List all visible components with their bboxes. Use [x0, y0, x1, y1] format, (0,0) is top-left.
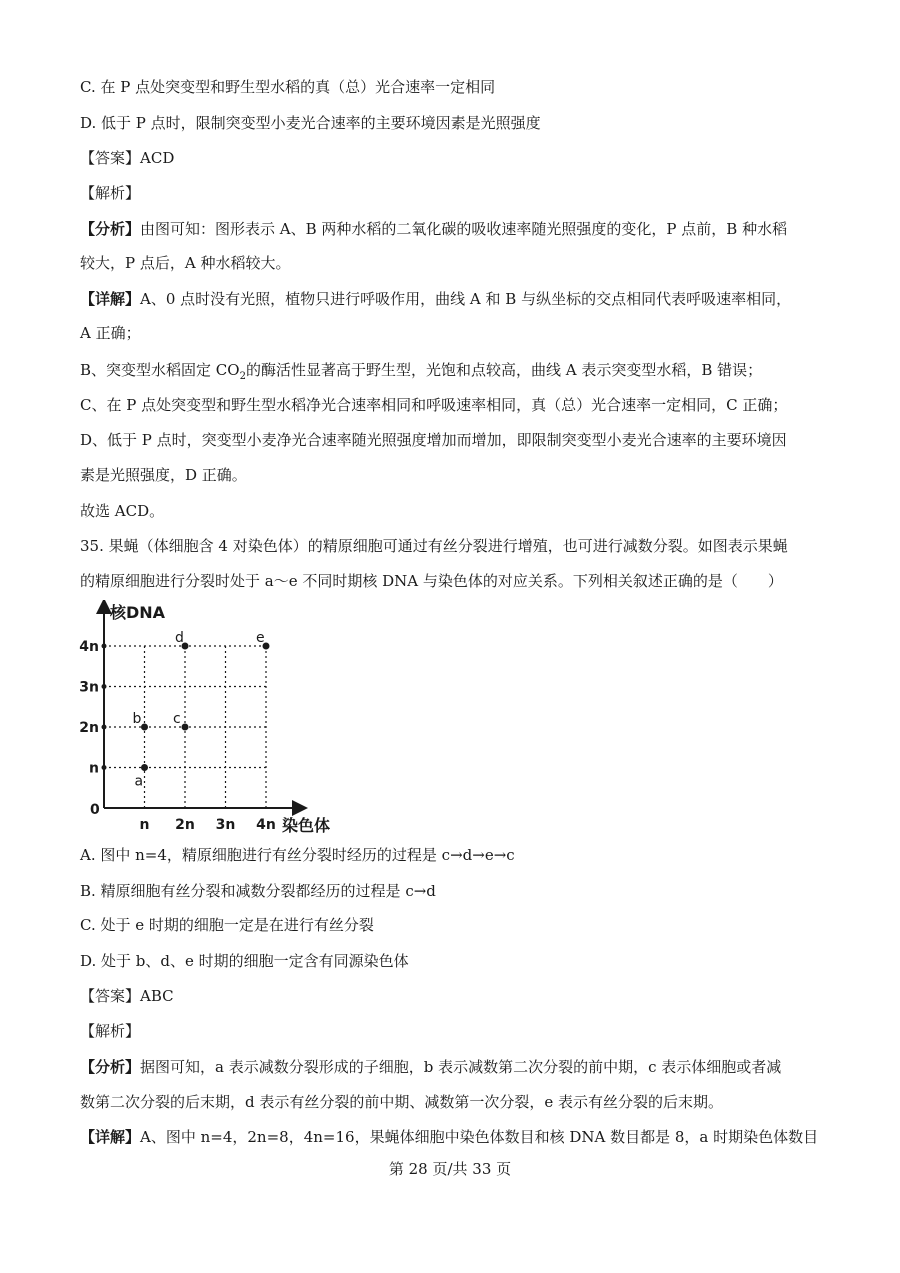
y-axis-tick-dot [102, 725, 107, 730]
fenxi-tag: 【分析】 [80, 1058, 141, 1076]
q35-stem-1: 35. 果蝇（体细胞含 4 对染色体）的精原细胞可通过有丝分裂进行增殖，也可进行减数分裂。如图表示果蝇 [80, 537, 788, 555]
xiangjie-text: A、0 点时没有光照，植物只进行呼吸作用，曲线 A 和 B 与纵坐标的交点相同代表呼吸速率相同， [140, 290, 792, 308]
q35-fenxi-2: 数第二次分裂的后末期，d 表示有丝分裂的前中期、减数第一次分裂，e 表示有丝分裂的后末期。 [80, 1093, 724, 1111]
q34-xiangjie-b [80, 359, 762, 381]
q35-option-b: B. 精原细胞有丝分裂和减数分裂都经历的过程是 c→d [80, 882, 436, 900]
fenxi-text: 由图可知：图形表示 A、B 两种水稻的二氧化碳的吸收速率随光照强度的变化，P 点前，B 种水稻 [140, 220, 788, 238]
data-point-b [141, 724, 148, 731]
y-tick-labels [79, 639, 106, 777]
q35-stem-2: 的精原细胞进行分裂时处于 a～e 不同时期核 DNA 与染色体的对应关系。下列相关叙述正确的是（ ） [80, 572, 783, 590]
xiangjie-tag: 【详解】 [80, 1128, 141, 1146]
x-axis-label: 染色体 [282, 816, 331, 835]
q34-xiangjie-a1 [80, 288, 791, 310]
data-point-label-d: d [175, 630, 184, 646]
answer-value: ABC [140, 987, 174, 1005]
x-tick-label: n [139, 817, 150, 833]
answer-value: ACD [140, 149, 175, 167]
y-axis-tick-dot [102, 684, 107, 689]
data-point-a [141, 764, 148, 771]
q35-jiexi-heading: 【解析】 [80, 1022, 141, 1040]
data-point-label-b: b [132, 711, 142, 727]
data-point-label-e: e [256, 630, 265, 646]
xiangjie-tag: 【详解】 [80, 290, 141, 308]
q34-fenxi-2: 较大，P 点后，A 种水稻较大。 [80, 254, 291, 272]
q34-answer [80, 147, 174, 169]
x-tick-label: 4n [256, 817, 276, 833]
q34-fenxi-1 [80, 218, 787, 240]
xiangjie-b-post: 的酶活性显著高于野生型，光饱和点较高，曲线 A 表示突变型水稻，B 错误； [245, 361, 763, 379]
y-tick-label: 2n [79, 720, 99, 736]
dna-chromosome-chart [78, 600, 338, 840]
data-point-label-a: a [134, 773, 144, 790]
x-tick-label: 3n [215, 817, 236, 833]
data-point-c [182, 724, 189, 731]
y-axis-label: 核DNA [110, 603, 166, 622]
fenxi-text: 据图可知，a 表示减数分裂形成的子细胞，b 表示减数第二次分裂的前中期，c 表示体细胞或者减 [140, 1058, 782, 1076]
y-axis-tick-dot [102, 644, 107, 649]
q35-option-d: D. 处于 b、d、e 时期的细胞一定含有同源染色体 [80, 952, 409, 970]
q35-answer [80, 985, 174, 1007]
xiangjie-text: A、图中 n=4，2n=8，4n=16，果蝇体细胞中染色体数目和核 DNA 数目都是 8，a 时期染色体数目 [140, 1128, 819, 1146]
origin-label: 0 [90, 802, 100, 818]
q34-xiangjie-d2: 素是光照强度，D 正确。 [80, 466, 247, 484]
q35-xiangjie-a1 [80, 1126, 818, 1148]
q34-option-d: D. 低于 P 点时，限制突变型小麦光合速率的主要环境因素是光照强度 [80, 114, 541, 132]
q34-conclusion: 故选 ACD。 [80, 502, 165, 520]
x-tick-label: 2n [175, 817, 195, 833]
y-tick-label: 4n [79, 639, 99, 655]
y-tick-label: n [89, 760, 99, 777]
q34-option-c: C. 在 P 点处突变型和野生型水稻的真（总）光合速率一定相同 [80, 78, 496, 96]
xiangjie-b-pre: B、突变型水稻固定 CO [80, 361, 240, 379]
fenxi-tag: 【分析】 [80, 220, 141, 238]
answer-tag: 【答案】 [80, 987, 141, 1005]
q35-option-a: A. 图中 n=4，精原细胞进行有丝分裂时经历的过程是 c→d→e→c [80, 846, 515, 864]
data-points [133, 630, 270, 790]
q34-xiangjie-c: C、在 P 点处突变型和野生型水稻净光合速率相同和呼吸速率相同，真（总）光合速率一定相同，C 正确； [80, 396, 788, 414]
data-point-label-c: c [173, 711, 181, 727]
q34-xiangjie-a2: A 正确； [80, 324, 141, 342]
page-footer: 第 28 页/共 33 页 [388, 1160, 512, 1178]
q35-option-c: C. 处于 e 时期的细胞一定是在进行有丝分裂 [80, 916, 374, 934]
answer-tag: 【答案】 [80, 149, 141, 167]
q34-xiangjie-d1: D、低于 P 点时，突变型小麦净光合速率随光照强度增加而增加，即限制突变型小麦光合速率的主要环境因 [80, 431, 787, 449]
q35-fenxi-1 [80, 1056, 781, 1078]
y-tick-label: 3n [79, 679, 99, 696]
q34-jiexi-heading: 【解析】 [80, 184, 141, 202]
y-axis-tick-dot [102, 765, 107, 770]
x-tick-labels [140, 817, 276, 833]
co2-subscript: 2 [239, 371, 246, 382]
